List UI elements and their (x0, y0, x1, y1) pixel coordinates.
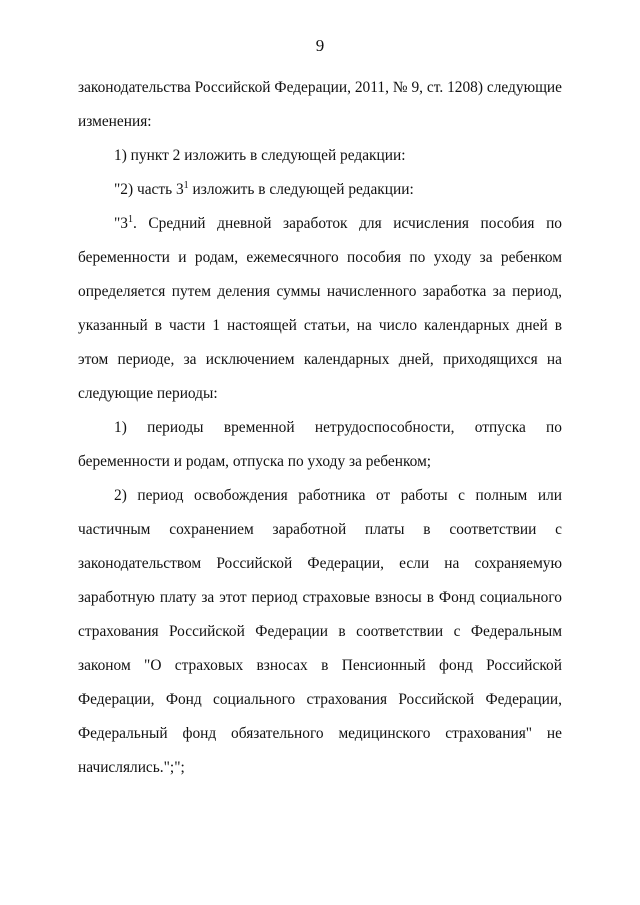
paragraph-item-1: 1) пункт 2 изложить в следующей редакции: (114, 147, 406, 164)
paragraph-text-after: изложить в следующей редакции: (188, 181, 414, 198)
paragraph-text-before: "3 (114, 215, 128, 232)
paragraph-part-3-1 (78, 173, 562, 207)
superscript: 1 (183, 180, 189, 191)
paragraph-average-daily-earnings (78, 207, 562, 411)
paragraph-continuation: законодательства Российской Федерации, 2011, № 9, ст. 1208) следующие изменения: (78, 79, 562, 130)
superscript: 1 (127, 214, 133, 225)
page-number: 9 (315, 36, 325, 55)
paragraph-text-after: . Средний дневной заработок для исчисления пособия по беременности и родам, ежемесячного пособия по уходу за ребенком определяется путем деления суммы начисленного заработка за период, указанный в части 1 настоящей статьи, на число календарных дней в этом периоде, за исключением календарных дней, приходящихся на следующие периоды: (78, 215, 562, 402)
paragraph-subitem-2: 2) период освобождения работника от работы с полным или частичным сохранением заработной платы в соответствии с законодательством Российской Федерации, если на сохраняемую заработную плату за этот период страховые взносы в Фонд социального страхования Российской Федерации в соответствии с Федеральным законом "О страховых взносах в Пенсионный фонд Российской Федерации, Фонд социального страхования Российской Федерации, Федеральный фонд обязательного медицинского страхования" не начислялись.";"; (78, 487, 562, 776)
paragraph-subitem-1: 1) периоды временной нетрудоспособности, отпуска по беременности и родам, отпуска по уходу за ребенком; (78, 419, 562, 470)
paragraph-text-before: "2) часть 3 (114, 181, 184, 198)
document-body (78, 71, 562, 785)
